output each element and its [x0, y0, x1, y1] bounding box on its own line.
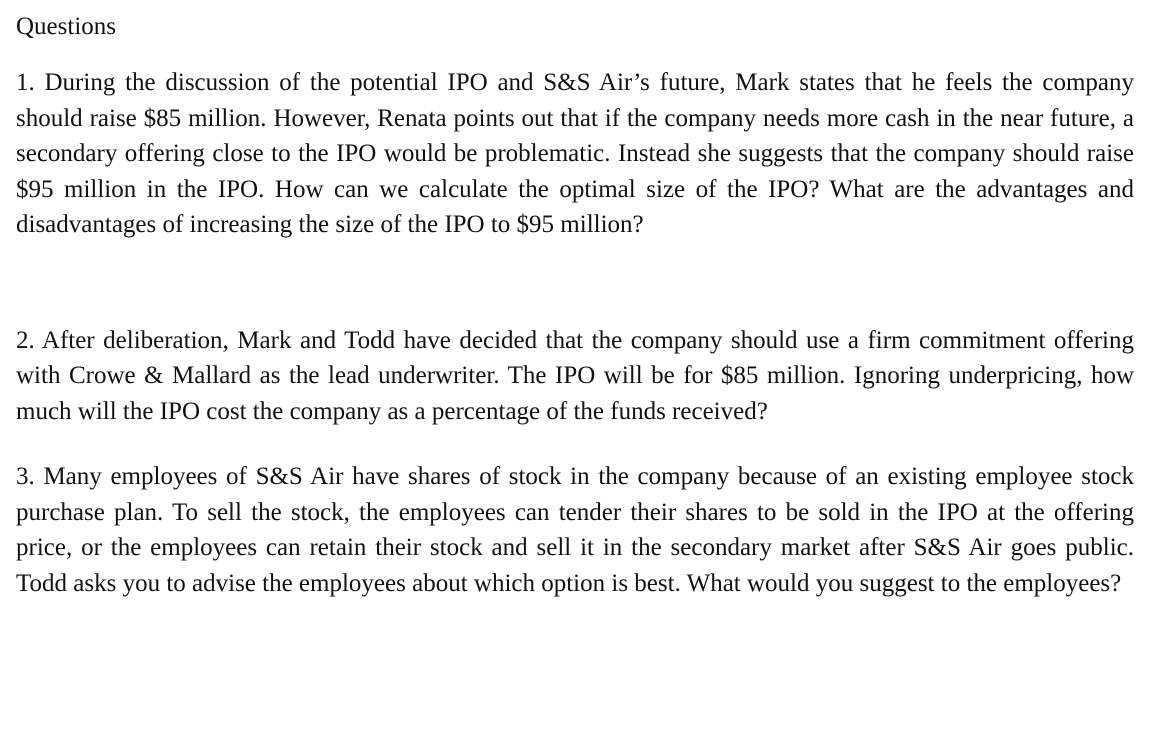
question-2: 2. After deliberation, Mark and Todd have decided that the company should use a firm commitment offering with Crowe & Mallard as the lead underwriter. The IPO will be for $85 million. Ignoring underpricing, how much will the IPO cost the company as a percentage of the funds received?	[16, 326, 1134, 425]
document-heading: Questions	[16, 13, 116, 40]
question-3: 3. Many employees of S&S Air have shares of stock in the company because of an existing employee stock purchase plan. To sell the stock, the employees can tender their shares to be sold in the IPO at the offering price, or the employees can retain their stock and sell it in the secondary market after S&S Air goes public. Todd asks you to advise the employees about which option is best. What would you suggest to the employees?	[16, 463, 1134, 597]
document-page	[16, 0, 1134, 601]
question-1: 1. During the discussion of the potential IPO and S&S Air’s future, Mark states that he feels the company should raise $85 million. However, Renata points out that if the company needs more cash in the near future, a secondary offering close to the IPO would be problematic. Instead she suggests that the company should raise $95 million in the IPO. How can we calculate the optimal size of the IPO? What are the advantages and disadvantages of increasing the size of the IPO to $95 million?	[16, 69, 1134, 238]
